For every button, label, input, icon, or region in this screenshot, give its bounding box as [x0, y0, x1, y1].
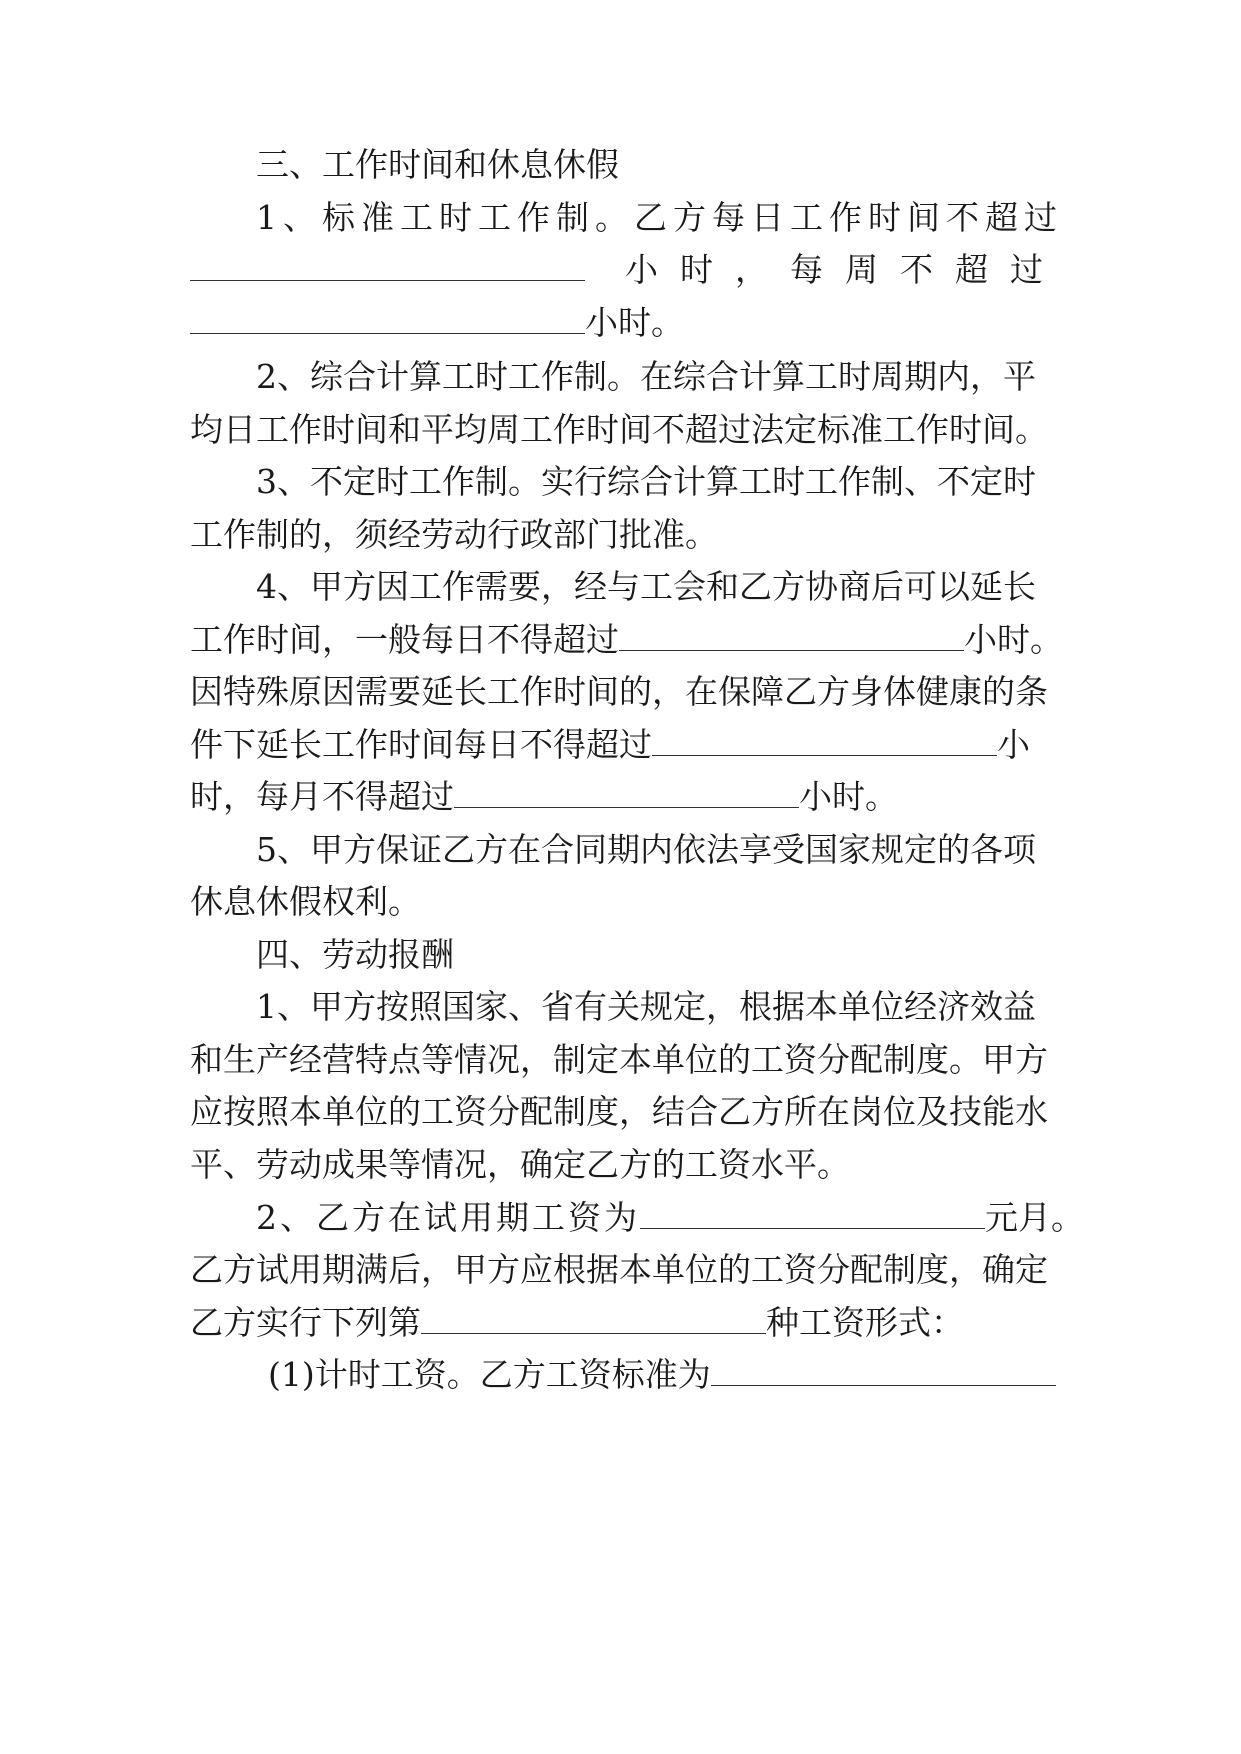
paragraph-line: 和生产经营特点等情况，制定本单位的工资分配制度。甲方	[190, 1040, 1048, 1079]
section-heading-work-time: 三、工作时间和休息休假	[256, 145, 619, 184]
paragraph-line	[190, 777, 1050, 817]
fill-blank[interactable]	[711, 1355, 1056, 1386]
paragraph-line: 3、不定时工作制。实行综合计算工时工作制、不定时	[256, 462, 1036, 501]
paragraph-text: 种工资形式：	[766, 1303, 964, 1342]
paragraph-text: 小	[997, 725, 1030, 764]
paragraph-text: 件下延长工作时间每日不得超过	[190, 725, 652, 764]
paragraph-line: 乙方试用期满后，甲方应根据本单位的工资分配制度，确定	[190, 1250, 1048, 1289]
fill-blank[interactable]	[652, 725, 997, 756]
fill-blank[interactable]	[619, 620, 964, 651]
paragraph-line	[190, 1303, 1050, 1343]
fill-blank[interactable]	[190, 250, 585, 281]
paragraph-text: 小时。	[799, 777, 898, 816]
paragraph-line: 均日工作时间和平均周工作时间不超过法定标准工作时间。	[190, 410, 1048, 449]
paragraph-text: 1、标准工时工作制。乙方每日工作时间不超过	[256, 198, 1063, 237]
fill-blank[interactable]	[640, 1198, 985, 1229]
paragraph-line: 应按照本单位的工资分配制度，结合乙方所在岗位及技能水	[190, 1092, 1048, 1131]
paragraph-text: 时，每月不得超过	[190, 777, 454, 816]
paragraph-text: 乙方实行下列第	[190, 1303, 421, 1342]
paragraph-line: 2、综合计算工时工作制。在综合计算工时周期内，平	[256, 357, 1036, 396]
section-heading-remuneration: 四、劳动报酬	[256, 935, 454, 974]
paragraph-line: 1、甲方按照国家、省有关规定，根据本单位经济效益	[256, 987, 1036, 1026]
fill-blank[interactable]	[421, 1303, 766, 1334]
paragraph-line: 因特殊原因需要延长工作时间的，在保障乙方身体健康的条	[190, 672, 1048, 711]
fill-blank[interactable]	[454, 777, 799, 808]
paragraph-line	[190, 250, 1065, 290]
paragraph-line	[190, 725, 1050, 765]
paragraph-line: 平、劳动成果等情况，确定乙方的工资水平。	[190, 1145, 850, 1184]
paragraph-text: 工作时间，一般每日不得超过	[190, 620, 619, 659]
paragraph-line	[268, 1355, 1050, 1395]
paragraph-text: 小时。	[585, 303, 684, 342]
paragraph-text: (1)计时工资。乙方工资标准为	[268, 1355, 711, 1394]
fill-blank[interactable]	[190, 303, 585, 334]
paragraph-text: 小时，每周不超过	[625, 250, 1065, 289]
paragraph-line	[256, 198, 1063, 238]
paragraph-line: 4、甲方因工作需要，经与工会和乙方协商后可以延长	[256, 567, 1036, 606]
paragraph-text: 小时。	[964, 620, 1063, 659]
paragraph-line: 工作制的，须经劳动行政部门批准。	[190, 515, 718, 554]
paragraph-line	[256, 1198, 1084, 1238]
paragraph-line	[190, 303, 1050, 343]
paragraph-line: 5、甲方保证乙方在合同期内依法享受国家规定的各项	[256, 830, 1036, 869]
paragraph-line: 休息休假权利。	[190, 882, 421, 921]
paragraph-text: 2、乙方在试用期工资为	[256, 1198, 640, 1237]
paragraph-line	[190, 620, 1063, 660]
paragraph-text: 元月。	[985, 1198, 1084, 1237]
